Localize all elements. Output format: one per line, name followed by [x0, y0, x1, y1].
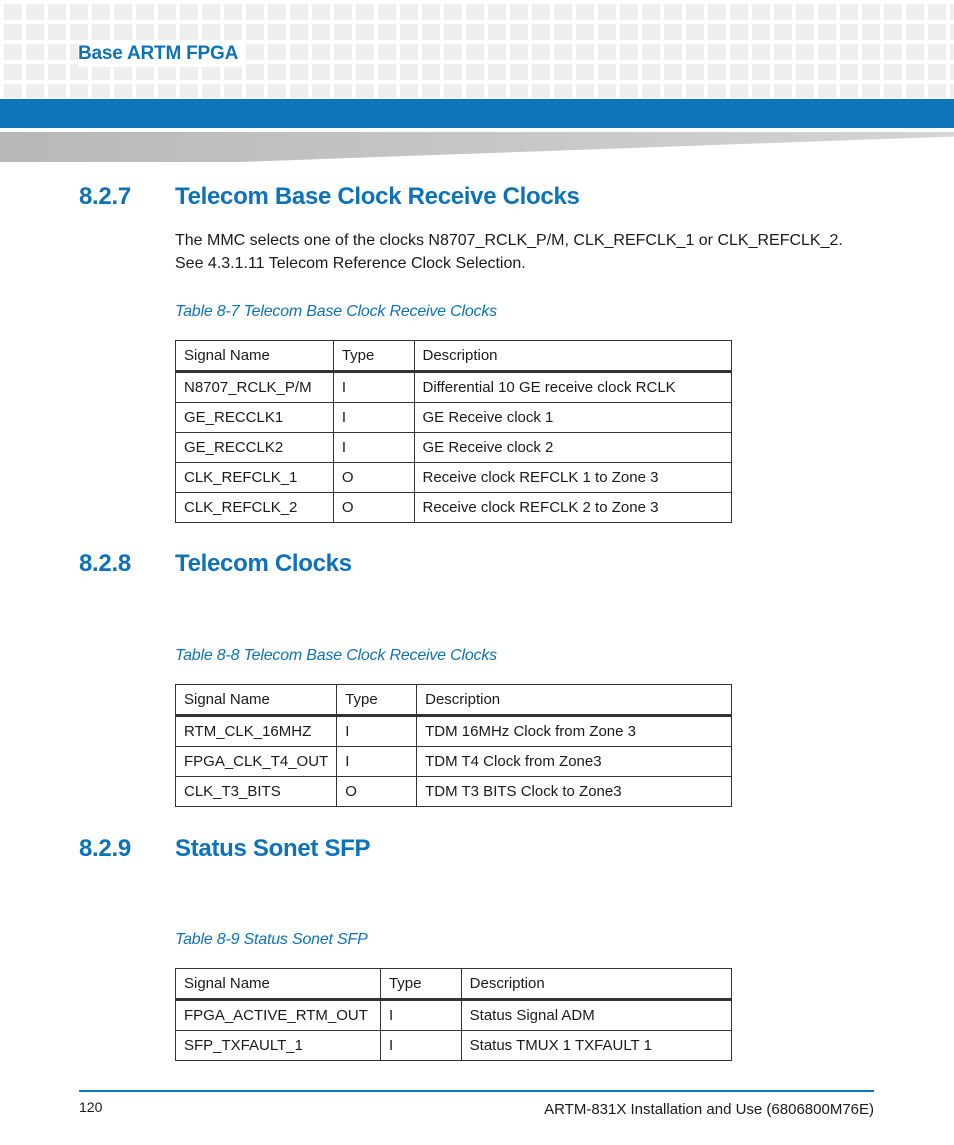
column-header-description: Description	[414, 341, 732, 372]
table-header-row	[176, 969, 732, 1000]
cell-signal: GE_RECCLK2	[176, 433, 334, 463]
cell-description: GE Receive clock 1	[414, 403, 732, 433]
table-row	[176, 747, 732, 777]
cell-description: TDM 16MHz Clock from Zone 3	[417, 716, 732, 747]
column-header-signal: Signal Name	[176, 341, 334, 372]
cell-type: I	[337, 716, 417, 747]
table-header-row	[176, 685, 732, 716]
table-row	[176, 1031, 732, 1061]
section-paragraph: The MMC selects one of the clocks N8707_RCLK_P/M, CLK_REFCLK_1 or CLK_REFCLK_2. See 4.3.1.11 Telecom Reference Clock Selection.	[175, 232, 843, 272]
table-row	[176, 403, 732, 433]
cell-type: I	[333, 372, 414, 403]
cell-description: GE Receive clock 2	[414, 433, 732, 463]
cell-description: TDM T4 Clock from Zone3	[417, 747, 732, 777]
column-header-description: Description	[461, 969, 731, 1000]
table-row	[176, 1000, 732, 1031]
cell-signal: GE_RECCLK1	[176, 403, 334, 433]
table-row	[176, 777, 732, 807]
cell-description: Status Signal ADM	[461, 1000, 731, 1031]
section-title: Status Sonet SFP	[175, 835, 371, 862]
table-8-8	[175, 684, 732, 807]
cell-description: TDM T3 BITS Clock to Zone3	[417, 777, 732, 807]
cell-signal: FPGA_CLK_T4_OUT	[176, 747, 337, 777]
section-number: 8.2.7	[79, 183, 131, 210]
column-header-description: Description	[417, 685, 732, 716]
cell-description: Differential 10 GE receive clock RCLK	[414, 372, 732, 403]
cell-type: I	[337, 747, 417, 777]
column-header-type: Type	[380, 969, 461, 1000]
section-heading-827	[79, 183, 580, 211]
cell-description: Receive clock REFCLK 2 to Zone 3	[414, 493, 732, 523]
cell-description: Receive clock REFCLK 1 to Zone 3	[414, 463, 732, 493]
table-caption-8-8: Table 8-8 Telecom Base Clock Receive Clocks	[175, 647, 497, 664]
section-title: Telecom Base Clock Receive Clocks	[175, 183, 580, 210]
table-8-7	[175, 340, 732, 523]
table-row	[176, 716, 732, 747]
cell-signal: N8707_RCLK_P/M	[176, 372, 334, 403]
cell-type: I	[380, 1031, 461, 1061]
document-title: ARTM-831X Installation and Use (6806800M76E)	[544, 1101, 874, 1118]
page-number: 120	[79, 1099, 103, 1115]
cell-signal: RTM_CLK_16MHZ	[176, 716, 337, 747]
column-header-type: Type	[333, 341, 414, 372]
column-header-type: Type	[337, 685, 417, 716]
footer-divider	[79, 1090, 874, 1092]
cell-type: I	[333, 403, 414, 433]
section-heading-828	[79, 550, 352, 578]
cell-signal: FPGA_ACTIVE_RTM_OUT	[176, 1000, 381, 1031]
section-title: Telecom Clocks	[175, 550, 352, 577]
column-header-signal: Signal Name	[176, 969, 381, 1000]
header-title: Base ARTM FPGA	[78, 41, 244, 67]
cell-signal: CLK_REFCLK_1	[176, 463, 334, 493]
header-blue-bar	[0, 99, 954, 128]
table-row	[176, 493, 732, 523]
section-heading-829	[79, 835, 370, 863]
table-8-9	[175, 968, 732, 1061]
cell-type: O	[333, 463, 414, 493]
cell-type: O	[333, 493, 414, 523]
cell-signal: SFP_TXFAULT_1	[176, 1031, 381, 1061]
cell-signal: CLK_REFCLK_2	[176, 493, 334, 523]
table-caption-8-9: Table 8-9 Status Sonet SFP	[175, 931, 368, 948]
cell-description: Status TMUX 1 TXFAULT 1	[461, 1031, 731, 1061]
cell-type: I	[380, 1000, 461, 1031]
table-row	[176, 433, 732, 463]
section-number: 8.2.8	[79, 550, 131, 577]
table-header-row	[176, 341, 732, 372]
column-header-signal: Signal Name	[176, 685, 337, 716]
cell-type: O	[337, 777, 417, 807]
table-caption-8-7: Table 8-7 Telecom Base Clock Receive Clocks	[175, 303, 497, 320]
cell-signal: CLK_T3_BITS	[176, 777, 337, 807]
table-row	[176, 372, 732, 403]
section-number: 8.2.9	[79, 835, 131, 862]
header-gray-wedge	[0, 132, 954, 162]
table-row	[176, 463, 732, 493]
cell-type: I	[333, 433, 414, 463]
